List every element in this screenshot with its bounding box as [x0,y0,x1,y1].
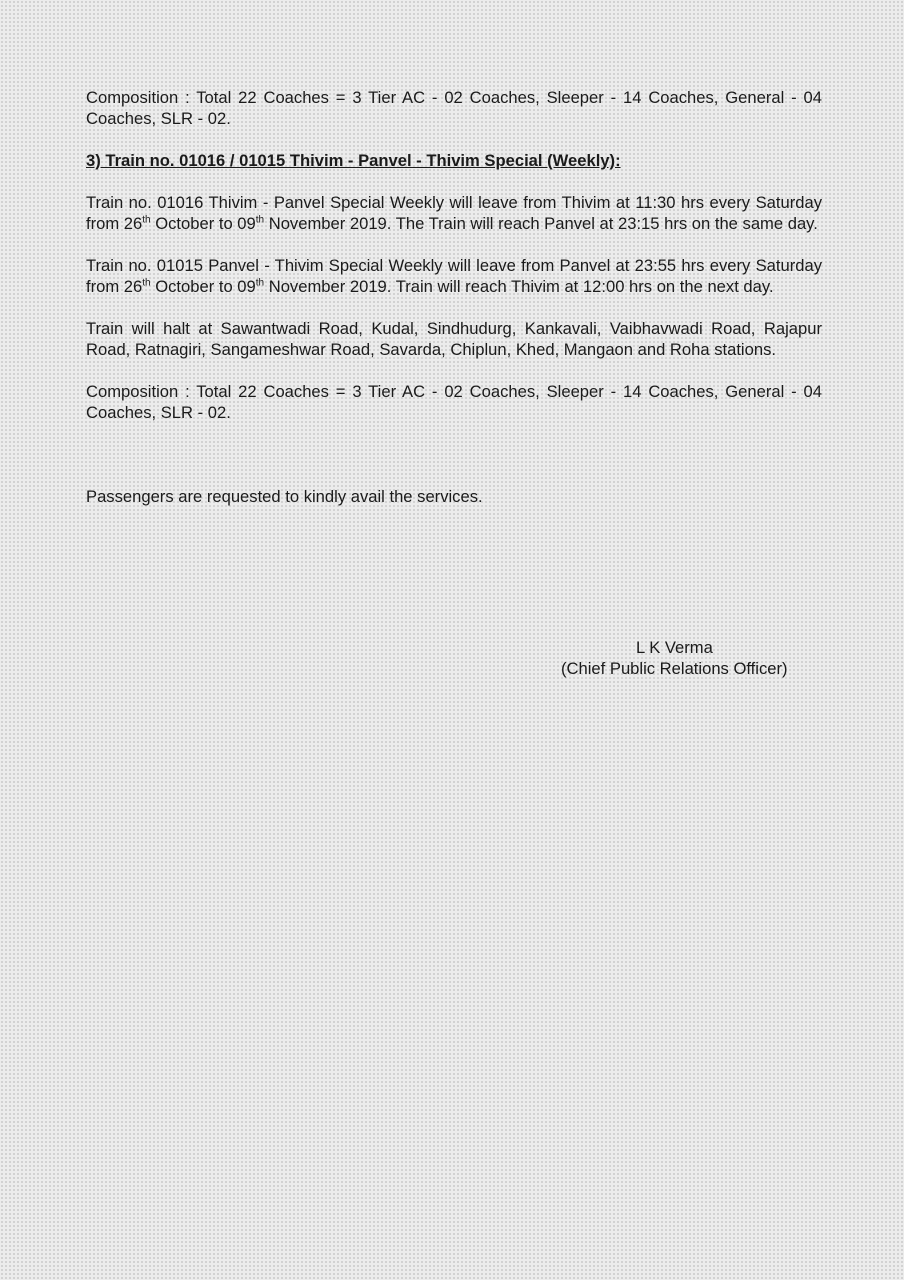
halts-paragraph: Train will halt at Sawantwadi Road, Kudal, Sindhudurg, Kankavali, Vaibhavwadi Road, Rajapur Road, Ratnagiri, Sangameshwar Road, Savarda, Chiplun, Khed, Mangaon and Roha stations. [86,319,822,359]
signatory-name: L K Verma [636,638,713,657]
train-01015-text-1: Train no. 01015 Panvel - Thivim Special Weekly will leave from Panvel at 23:55 hrs every Saturday from 26 [86,256,822,296]
train-01016-sup-1: th [142,214,151,226]
train-01016-text-2: October to 09 [150,214,256,233]
train-01016-text-1: Train no. 01016 Thivim - Panvel Special Weekly will leave from Thivim at 11:30 hrs every Saturday from 26 [86,193,822,233]
train-01016-text-3: November 2019. The Train will reach Panvel at 23:15 hrs on the same day. [264,214,818,233]
signatory-title: (Chief Public Relations Officer) [561,659,788,678]
composition-paragraph-2: Composition : Total 22 Coaches = 3 Tier AC - 02 Coaches, Sleeper - 14 Coaches, General - 04 Coaches, SLR - 02. [86,382,822,422]
signature-block [552,637,812,679]
train-01015-paragraph [86,255,822,297]
closing-remark: Passengers are requested to kindly avail the services. [86,487,483,506]
train-01016-sup-2: th [255,214,265,226]
train-01016-paragraph [86,192,822,234]
train-01015-text-3: November 2019. Train will reach Thivim at 12:00 hrs on the next day. [264,277,774,296]
train-01015-sup-2: th [255,277,265,289]
train-01015-text-2: October to 09 [150,277,256,296]
train-01015-sup-1: th [142,277,151,289]
section-3-heading: 3) Train no. 01016 / 01015 Thivim - Panvel - Thivim Special (Weekly): [86,151,621,170]
document-body [86,87,822,528]
composition-paragraph-1: Composition : Total 22 Coaches = 3 Tier AC - 02 Coaches, Sleeper - 14 Coaches, General - 04 Coaches, SLR - 02. [86,88,822,128]
